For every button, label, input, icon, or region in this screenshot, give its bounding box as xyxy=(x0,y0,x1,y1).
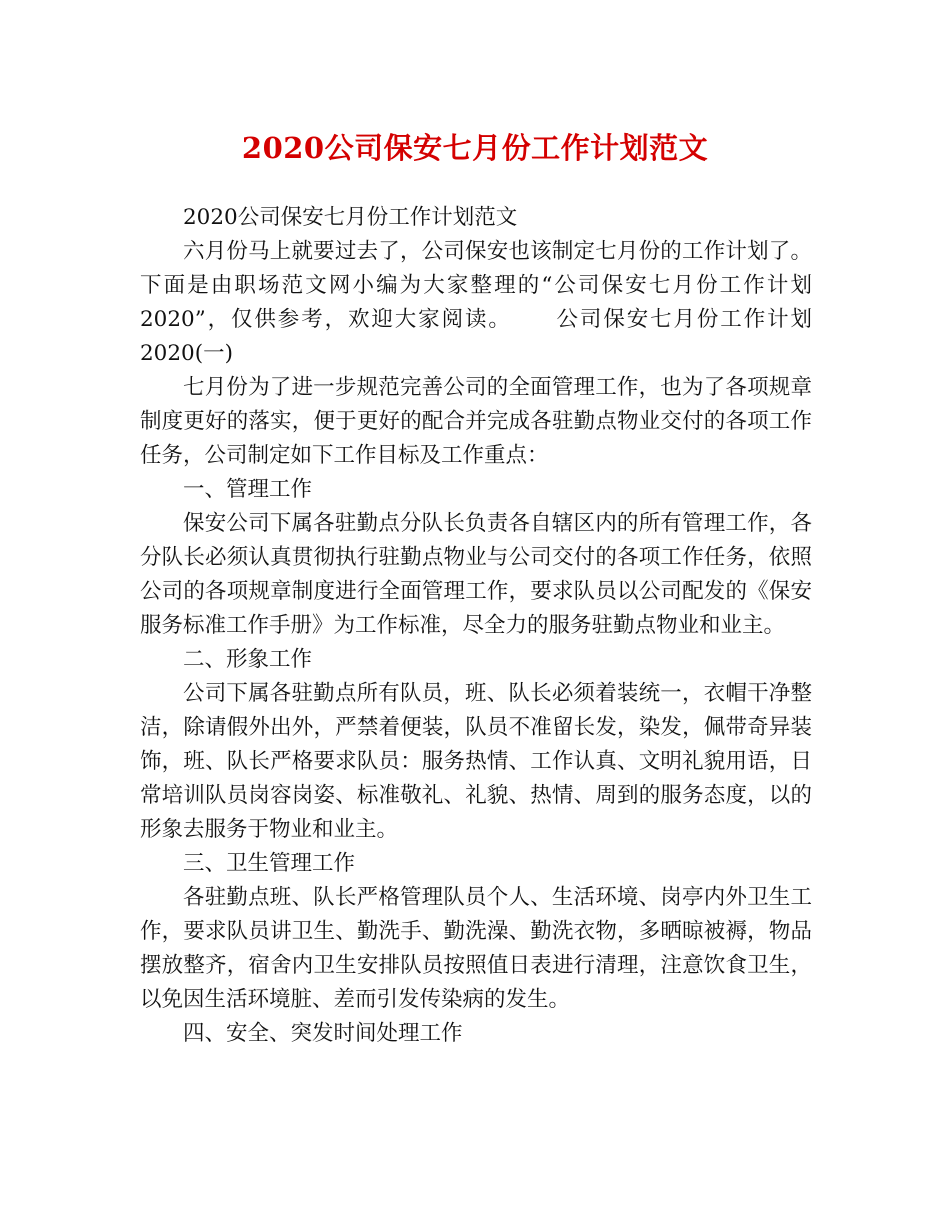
document-title: 2020公司保安七月份工作计划范文 xyxy=(241,131,709,165)
management-paragraph: 保安公司下属各驻勤点分队长负责各自辖区内的所有管理工作，各分队长必须认真贯彻执行驻勤点物业与公司交付的各项工作任务，依照公司的各项规章制度进行全面管理工作，要求队员以公司配发的《保安服务标准工作手册》为工作标准，尽全力的服务驻勤点物业和业主。 xyxy=(140,511,812,638)
doc-subtitle-line: 2020公司保安七月份工作计划范文 xyxy=(183,205,518,230)
document-body xyxy=(140,201,812,1051)
section-heading-image: 二、形象工作 xyxy=(183,647,313,672)
intro-paragraph: 六月份马上就要过去了，公司保安也该制定七月份的工作计划了。下面是由职场范文网小编为大家整理的“公司保安七月份工作计划2020”，仅供参考，欢迎大家阅读。 公司保安七月份工作计划2020(一) xyxy=(140,239,812,366)
section-heading-management: 一、管理工作 xyxy=(183,477,313,502)
hygiene-paragraph: 各驻勤点班、队长严格管理队员个人、生活环境、岗亭内外卫生工作，要求队员讲卫生、勤洗手、勤洗澡、勤洗衣物，多晒晾被褥，物品摆放整齐，宿舍内卫生安排队员按照值日表进行清理，注意饮食卫生，以免因生活环境脏、差而引发传染病的发生。 xyxy=(140,885,812,1012)
goal-paragraph: 七月份为了进一步规范完善公司的全面管理工作，也为了各项规章制度更好的落实，便于更好的配合并完成各驻勤点物业交付的各项工作任务，公司制定如下工作目标及工作重点： xyxy=(140,375,812,468)
image-paragraph: 公司下属各驻勤点所有队员，班、队长必须着装统一，衣帽干净整洁，除请假外出外，严禁着便装，队员不准留长发，染发，佩带奇异装饰，班、队长严格要求队员：服务热情、工作认真、文明礼貌用语，日常培训队员岗容岗姿、标准敬礼、礼貌、热情、周到的服务态度，以的形象去服务于物业和业主。 xyxy=(140,681,812,842)
section-heading-safety: 四、安全、突发时间处理工作 xyxy=(183,1021,463,1046)
section-heading-hygiene: 三、卫生管理工作 xyxy=(183,851,356,876)
